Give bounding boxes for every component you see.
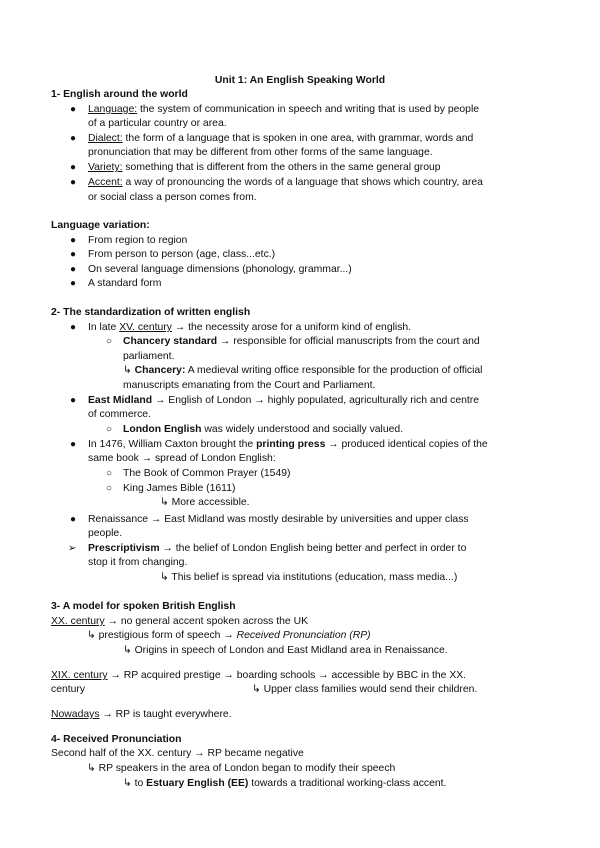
list-item-cont: stop it from changing. [88,557,188,568]
list-item: The Book of Common Prayer (1549) [123,468,291,479]
section-1-heading: 1- English around the world [51,89,188,100]
list-item-cont: same book → spread of London English: [88,453,276,464]
definition-accent: Accent: a way of pronouncing the words of a language that shows which country, area [88,177,483,188]
section-2-heading: 2- The standardization of written english [51,307,251,318]
list-item-cont: parliament. [123,351,175,362]
paragraph-line: XIX. century → RP acquired prestige → boarding schools → accessible by BBC in the XX. [51,670,467,681]
list-item: Prescriptivism → the belief of London English being better and perfect in order to [88,543,467,554]
list-item: In late XV. century → the necessity arose for a uniform kind of english. [88,322,412,333]
circle-bullet-icon: ○ [106,468,113,479]
bullet-icon: ● [70,162,77,173]
paragraph-line: Nowadays → RP is taught everywhere. [51,709,232,720]
paragraph-line: ↳ to Estuary English (EE) towards a traditional working-class accent. [123,778,447,789]
bullet-icon: ● [70,322,77,333]
definition-language: Language: the system of communication in speech and writing that is used by people [88,104,480,115]
paragraph-line: Second half of the XX. century → RP became negative [51,748,304,759]
bullet-icon: ● [70,264,77,275]
list-item: From person to person (age, class...etc.) [88,249,276,260]
section-4-heading: 4- Received Pronunciation [51,734,182,745]
list-item-cont: of commerce. [88,409,151,420]
sub-note: ↳ More accessible. [160,497,250,508]
definition-dialect-cont: pronunciation that may be different from other forms of the same language. [88,147,433,158]
bullet-icon: ● [70,278,77,289]
list-item: A standard form [88,278,162,289]
definition-accent-cont: or social class a person comes from. [88,192,257,203]
chancery-definition-cont: manuscripts emanating from the Court and Parliament. [123,380,376,391]
page-title: Unit 1: An English Speaking World [214,75,386,86]
bullet-icon: ● [70,395,77,406]
paragraph-line: century [51,684,86,695]
chancery-definition: ↳ Chancery: A medieval writing office responsible for the production of official [123,365,483,376]
bullet-icon: ● [70,177,77,188]
paragraph-line: ↳ Upper class families would send their children. [252,684,478,695]
section-3-heading: 3- A model for spoken British English [51,601,236,612]
paragraph-line: ↳ prestigious form of speech → Received Pronunciation (RP) [87,630,371,641]
circle-bullet-icon: ○ [106,336,113,347]
list-item: In 1476, William Caxton brought the printing press → produced identical copies of the [88,439,488,450]
bullet-icon: ● [70,235,77,246]
paragraph-line: ↳ Origins in speech of London and East Midland area in Renaissance. [123,645,448,656]
bullet-icon: ● [70,104,77,115]
definition-language-cont: of a particular country or area. [88,118,227,129]
bullet-icon: ● [70,133,77,144]
definition-dialect: Dialect: the form of a language that is spoken in one area, with grammar, words and [88,133,474,144]
list-item: On several language dimensions (phonology, grammar...) [88,264,352,275]
list-item: Renaissance → East Midland was mostly desirable by universities and upper class [88,514,469,525]
bullet-icon: ● [70,439,77,450]
list-item: East Midland → English of London → highly populated, agriculturally rich and centre [88,395,480,406]
bullet-icon: ● [70,249,77,260]
language-variation-heading: Language variation: [51,220,150,231]
list-item-cont: people. [88,528,123,539]
list-item: King James Bible (1611) [123,483,236,494]
arrow-bullet-icon: ➢ [68,543,77,554]
paragraph-line: ↳ RP speakers in the area of London began to modify their speech [87,763,396,774]
paragraph-line: XX. century → no general accent spoken across the UK [51,616,309,627]
list-item: London English was widely understood and socially valued. [123,424,404,435]
list-item: Chancery standard → responsible for official manuscripts from the court and [123,336,480,347]
circle-bullet-icon: ○ [106,424,113,435]
bullet-icon: ● [70,514,77,525]
definition-variety: Variety: something that is different from the others in the same general group [88,162,441,173]
circle-bullet-icon: ○ [106,483,113,494]
sub-note: ↳ This belief is spread via institutions (education, mass media...) [160,572,458,583]
list-item: From region to region [88,235,188,246]
